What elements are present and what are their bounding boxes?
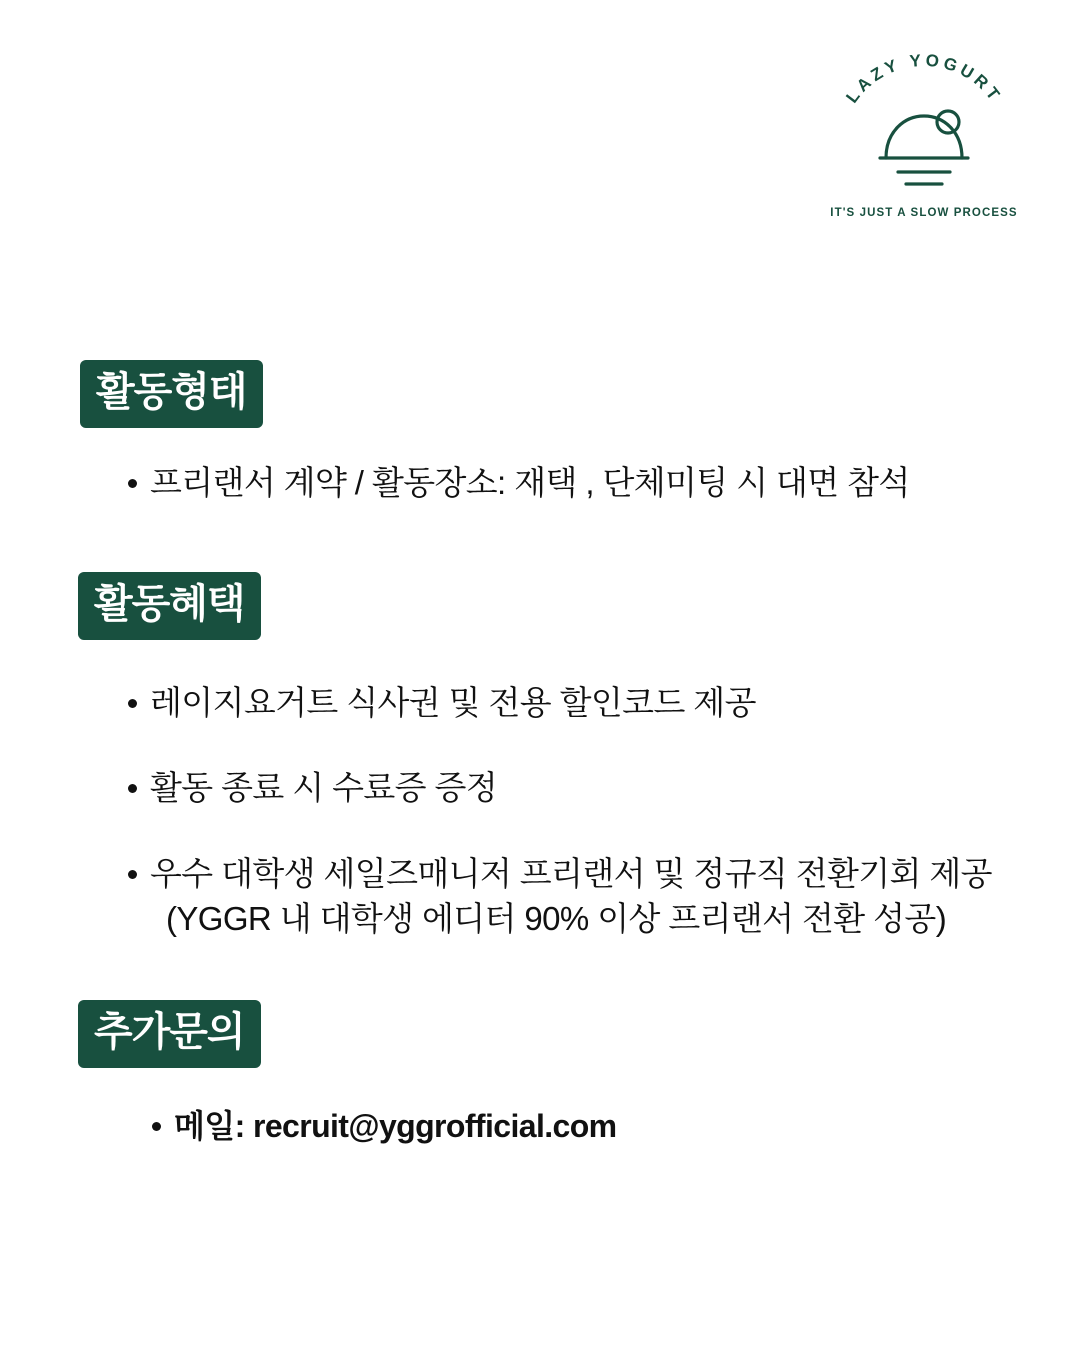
section-benefits: [78, 572, 1008, 942]
svg-text:LAZY YOGURT: LAZY YOGURT: [842, 50, 1006, 107]
section-contact: [78, 1000, 1008, 1148]
list-item: [102, 680, 1008, 726]
contact-email-text: 메일: recruit@yggrofficial.com: [174, 1107, 617, 1144]
content-body: [78, 360, 1008, 1154]
section-activity-type: [78, 360, 1008, 506]
list-item-line: 레이지요거트 식사권 및 전용 할인코드 제공: [150, 683, 756, 721]
section-tag: 활동형태: [80, 360, 263, 428]
logo-tagline: IT'S JUST A SLOW PROCESS: [830, 207, 1018, 219]
section-tag: 활동혜택: [78, 572, 261, 640]
bullet-list: [102, 460, 1008, 506]
list-item-line: 프리랜서 계약 / 활동장소: 재택 , 단체미팅 시 대면 참석: [150, 464, 910, 501]
list-item-line: 우수 대학생 세일즈매니저 프리랜서 및 정규직 전환기회 제공: [150, 854, 992, 892]
section-tag: 추가문의: [78, 1000, 261, 1068]
list-item-line: 활동 종료 시 수료증 증정: [150, 769, 498, 807]
brand-logo: [824, 48, 1024, 223]
bullet-list: [102, 680, 1008, 942]
lazy-yogurt-logo-icon: [824, 48, 1024, 223]
list-item: [102, 851, 1008, 942]
list-item-email: [126, 1104, 1008, 1148]
bullet-list: [126, 1104, 1008, 1148]
list-item: [102, 765, 1008, 811]
list-item-line-secondary: (YGGR 내 대학생 에디터 90% 이상 프리랜서 전환 성공): [166, 900, 947, 938]
list-item: [102, 460, 1008, 506]
